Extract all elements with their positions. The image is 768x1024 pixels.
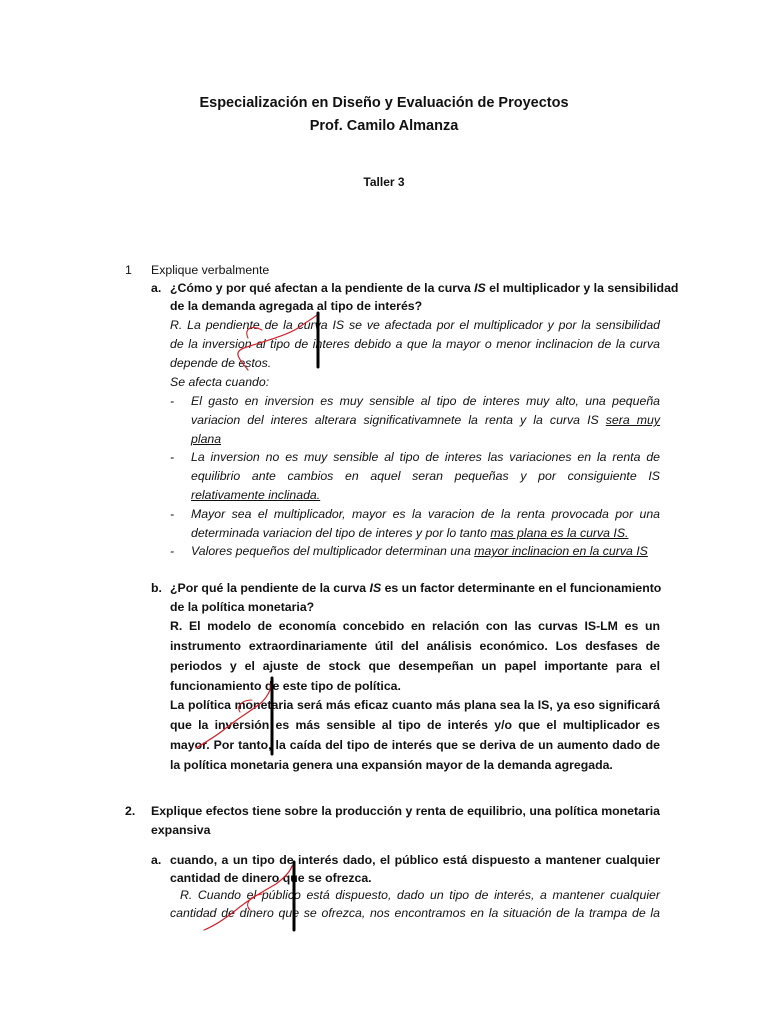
question-text: cantidad de dinero que se ofrezca. (170, 871, 372, 885)
bullet-text: La inversion no es muy sensible al tipo de interes las variaciones en la renta de (191, 450, 660, 464)
bullet-dash: - (170, 394, 175, 408)
answer-line: cantidad de dinero que se ofrezca, nos encontramos en la situación de la trampa de la (170, 906, 660, 920)
answer-line: depende de estos. (170, 356, 272, 370)
answer-line: mayor. Por tanto, la caída del tipo de interés que se deriva de un aumento dado de (170, 738, 660, 752)
question-number: 2. (125, 804, 136, 818)
professor-name: Prof. Camilo Almanza (309, 118, 459, 134)
answer-line: Se afecta cuando: (170, 375, 270, 389)
bullet-text: plana (191, 432, 222, 446)
question-text: ¿Por qué la pendiente de la curva IS es un factor determinante en el funcionamiento (170, 581, 662, 595)
answer-line: instrumento extraordinariamente útil del análisis económico. Los desfases de (170, 639, 660, 653)
item-marker: a. (151, 281, 162, 295)
question-heading: Explique efectos tiene sobre la producción y renta de equilibrio, una política monetaria (151, 804, 660, 818)
answer-line: de la inversion al tipo de interes debido a que la mayor o menor inclinacion de la curva (170, 337, 660, 351)
answer-line: funcionamiento de este tipo de política. (170, 679, 401, 693)
bullet-text: variacion del interes alterara significativamnete la renta y la curva IS sera muy (191, 413, 660, 427)
answer-line: R. La pendiente de la curva IS se ve afectada por el multiplicador y por la sensibilidad (170, 318, 660, 332)
answer-line: R. Cuando el público está dispuesto, dado un tipo de interés, a mantener cualquier (180, 888, 660, 902)
question-text: de la demanda agregada al tipo de interés? (170, 299, 423, 313)
document-title: Especialización en Diseño y Evaluación de Proyectos (199, 95, 569, 111)
bullet-text: El gasto en inversion es muy sensible al tipo de interes muy alto, una pequeña (191, 394, 660, 408)
question-heading: expansiva (151, 823, 211, 837)
question-heading: Explique verbalmente (151, 263, 270, 277)
bullet-dash: - (170, 507, 175, 521)
workshop-label: Taller 3 (363, 175, 405, 189)
question-number: 1 (125, 263, 132, 277)
bullet-dash: - (170, 450, 175, 464)
answer-line: que la inversión es más sensible al tipo de interés y/o que el multiplicador es (170, 718, 660, 732)
question-text: ¿Cómo y por qué afectan a la pendiente de la curva IS el multiplicador y la sensibilidad (170, 281, 679, 295)
bullet-dash: - (170, 544, 175, 558)
answer-line: R. El modelo de economía concebido en relación con las curvas IS-LM es un (170, 619, 660, 633)
bullet-text: relativamente inclinada. (191, 488, 321, 502)
bullet-text: equilibrio ante cambios en aquel seran pequeñas y por consiguiente IS (191, 469, 660, 483)
item-marker: a. (151, 853, 162, 867)
answer-line: La política monetaria será más eficaz cuanto más plana sea la IS, ya eso significará (170, 698, 660, 712)
item-marker: b. (151, 581, 162, 595)
answer-line: periodos y el ajuste de stock que desempeñan un papel importante para el (170, 659, 660, 673)
question-text: de la política monetaria? (170, 600, 315, 614)
answer-line: la política monetaria genera una expansión mayor de la demanda agregada. (170, 758, 613, 772)
bullet-text: determinada variacion del tipo de interes y por lo tanto mas plana es la curva IS. (191, 526, 629, 540)
question-text: cuando, a un tipo de interés dado, el público está dispuesto a mantener cualquier (170, 853, 660, 867)
bullet-text: Mayor sea el multiplicador, mayor es la varacion de la renta provocada por una (191, 507, 660, 521)
bullet-text: Valores pequeños del multiplicador determinan una mayor inclinacion en la curva IS (191, 544, 648, 558)
